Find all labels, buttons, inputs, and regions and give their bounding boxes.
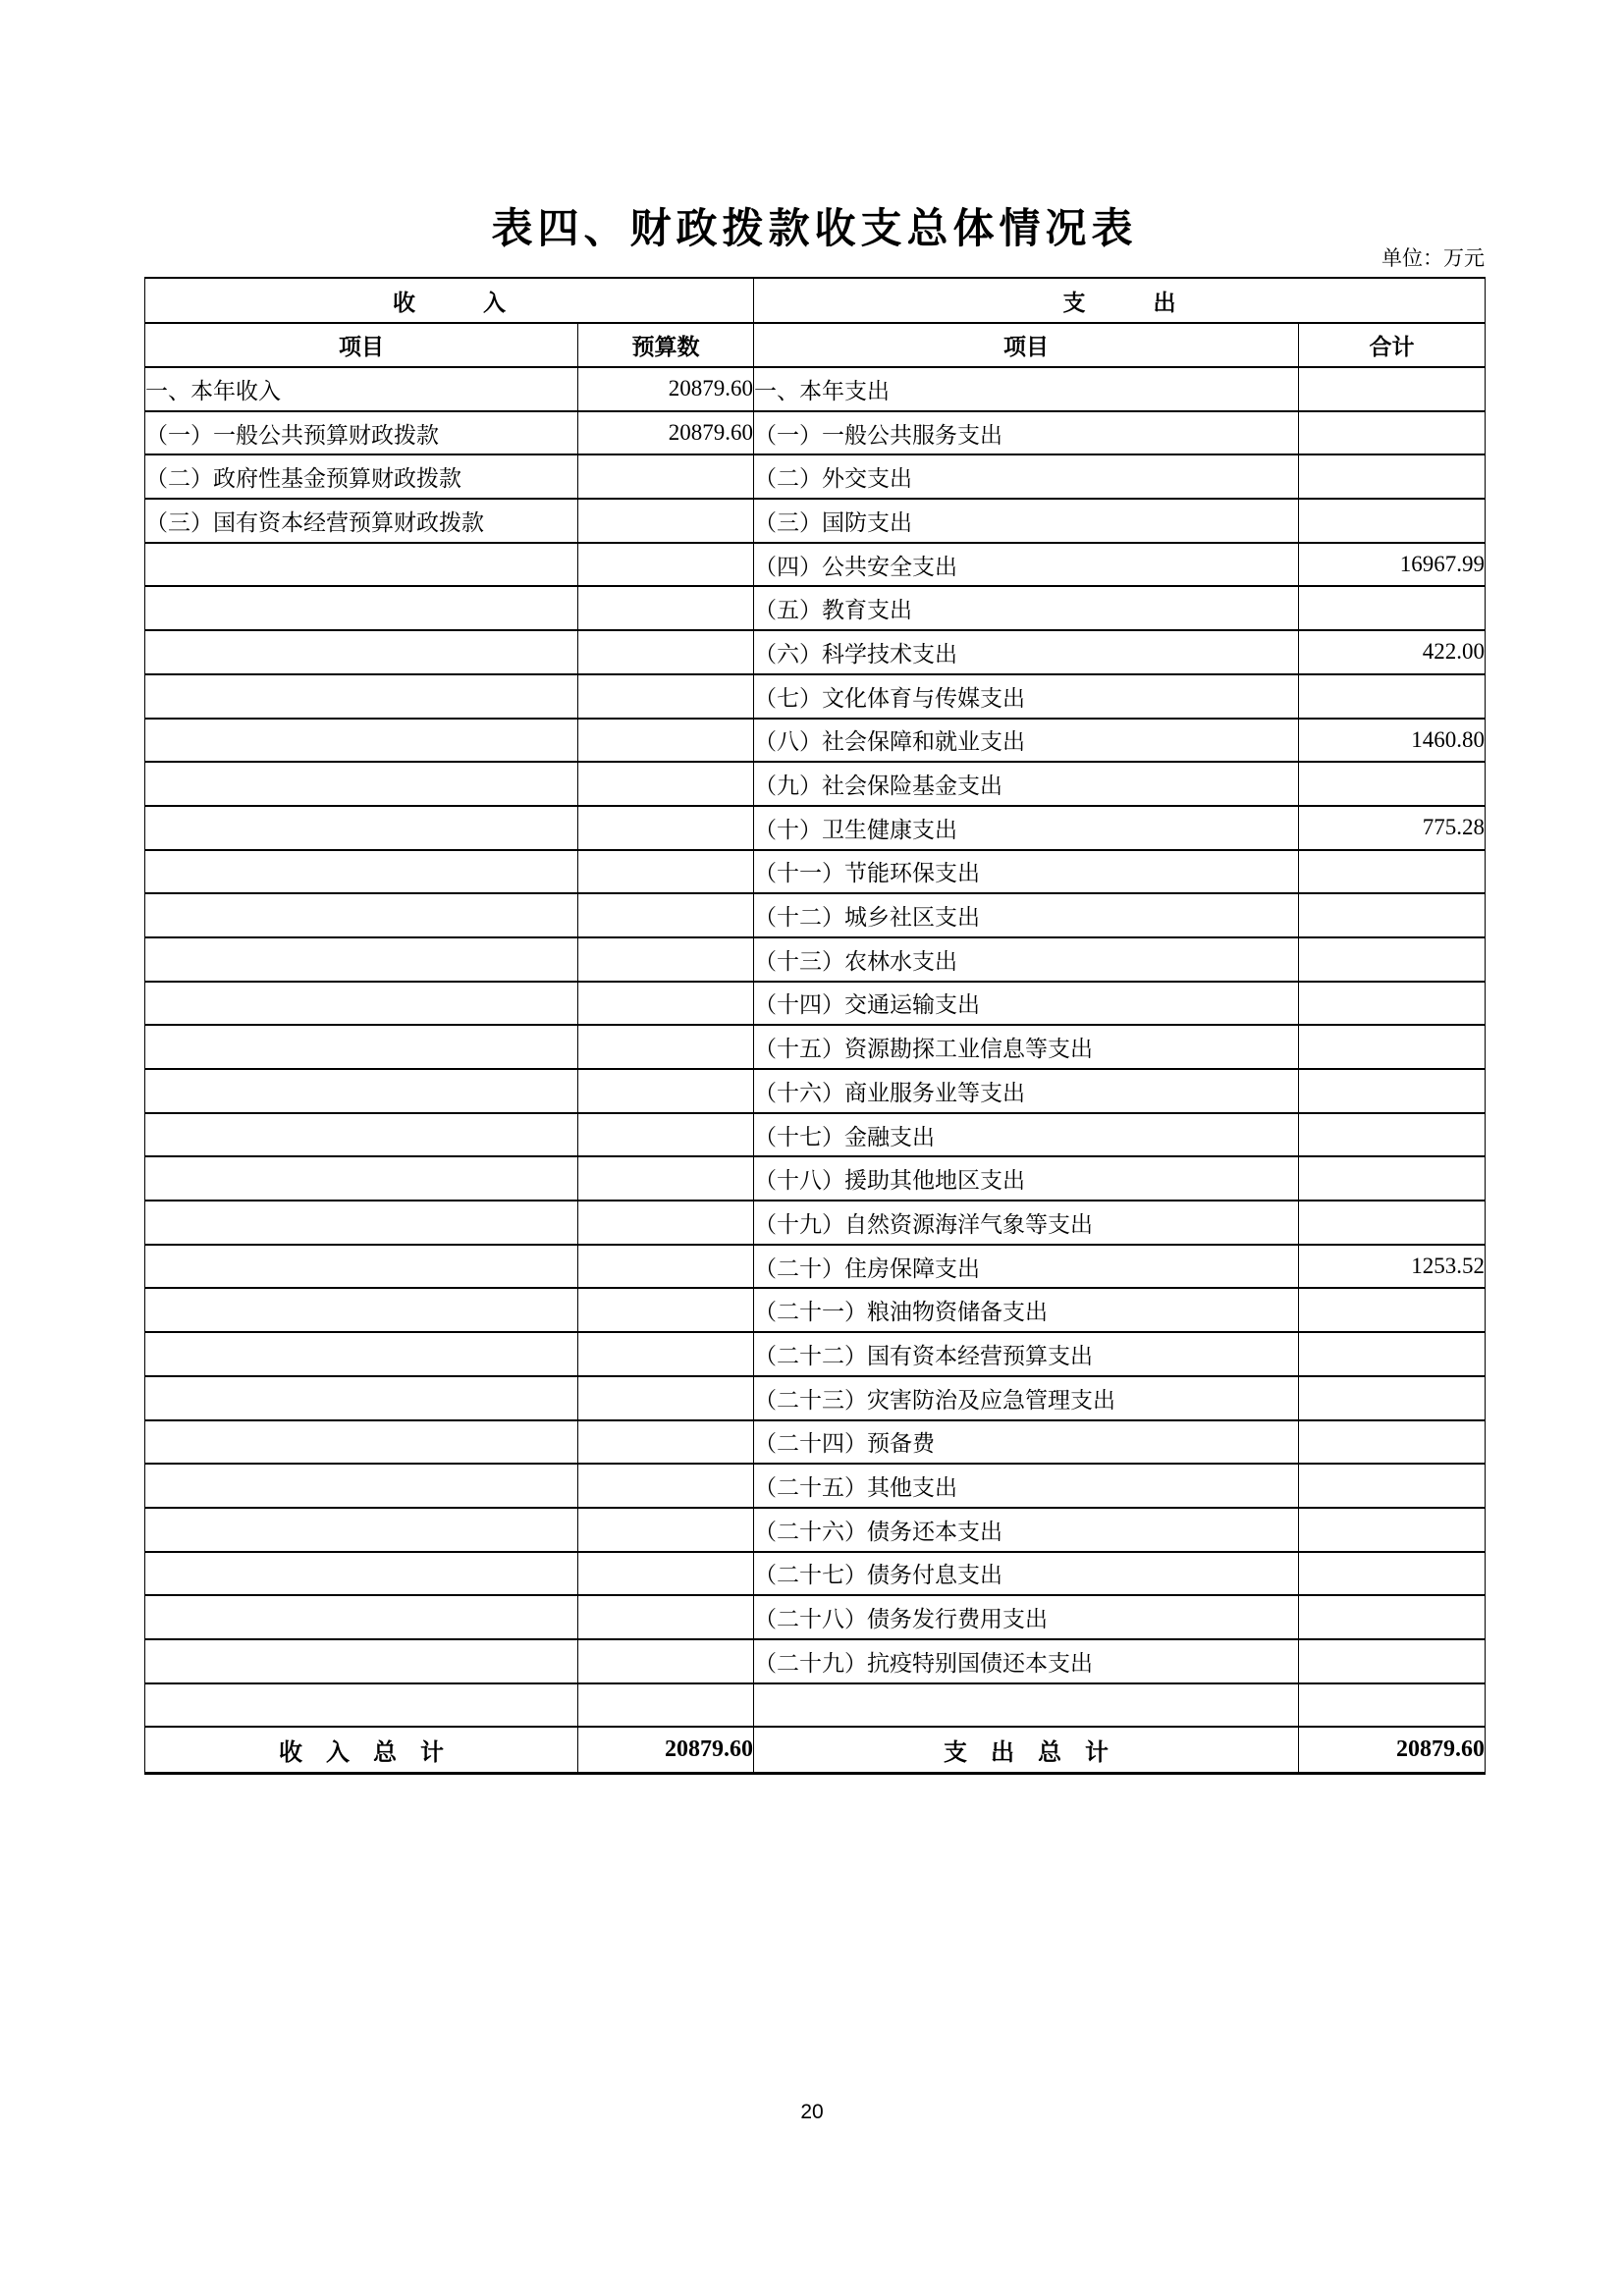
expenditure-item-cell: （二十三）灾害防治及应急管理支出 [754, 1376, 1299, 1420]
revenue-budget-cell [578, 543, 754, 587]
expenditure-total-cell [1299, 454, 1486, 499]
expenditure-item-cell: （二十四）预备费 [754, 1420, 1299, 1465]
revenue-section-header: 收 入 [145, 278, 754, 323]
revenue-budget-cell [578, 1639, 754, 1683]
table-row [145, 1376, 1486, 1420]
table-row [145, 1288, 1486, 1332]
revenue-budget-cell [578, 1069, 754, 1113]
table-row [145, 762, 1486, 806]
budget-column-header: 预算数 [578, 323, 754, 367]
revenue-budget-cell [578, 1201, 754, 1245]
table-row [145, 630, 1486, 674]
revenue-item-cell [145, 762, 578, 806]
expenditure-total-cell [1299, 1683, 1486, 1728]
expenditure-item-cell: 一、本年支出 [754, 367, 1299, 411]
revenue-budget-cell [578, 937, 754, 982]
table-row [145, 543, 1486, 587]
revenue-budget-cell: 20879.60 [578, 367, 754, 411]
expenditure-item-cell: （二十一）粮油物资储备支出 [754, 1288, 1299, 1332]
expenditure-total-cell [1299, 1464, 1486, 1508]
revenue-item-cell [145, 1288, 578, 1332]
revenue-item-cell [145, 1156, 578, 1201]
table-row [145, 1464, 1486, 1508]
revenue-item-cell [145, 937, 578, 982]
revenue-item-cell [145, 982, 578, 1026]
revenue-budget-cell [578, 1683, 754, 1728]
revenue-budget-cell [578, 1508, 754, 1552]
revenue-budget-cell [578, 1288, 754, 1332]
revenue-item-cell [145, 1464, 578, 1508]
revenue-budget-cell [578, 674, 754, 719]
table-row [145, 982, 1486, 1026]
table-row [145, 411, 1486, 455]
section-header-row [145, 278, 1486, 323]
revenue-budget-cell [578, 1464, 754, 1508]
expenditure-item-cell: （二十）住房保障支出 [754, 1245, 1299, 1289]
revenue-budget-cell [578, 1113, 754, 1157]
expenditure-total-cell [1299, 1552, 1486, 1596]
revenue-item-cell [145, 586, 578, 630]
revenue-budget-cell [578, 982, 754, 1026]
table-body [145, 278, 1486, 1774]
expenditure-item-cell: （二十九）抗疫特别国债还本支出 [754, 1639, 1299, 1683]
expenditure-item-cell: （三）国防支出 [754, 499, 1299, 543]
revenue-budget-cell [578, 1025, 754, 1069]
expenditure-total-cell [1299, 1639, 1486, 1683]
revenue-item-cell [145, 719, 578, 763]
table-row [145, 1025, 1486, 1069]
table-row [145, 1508, 1486, 1552]
expenditure-total-cell [1299, 367, 1486, 411]
expenditure-total-cell [1299, 1025, 1486, 1069]
page-number: 20 [800, 2101, 824, 2123]
expenditure-item-cell: （十五）资源勘探工业信息等支出 [754, 1025, 1299, 1069]
revenue-item-cell [145, 1113, 578, 1157]
revenue-item-column-header: 项目 [145, 323, 578, 367]
expenditure-total-cell: 422.00 [1299, 630, 1486, 674]
expenditure-total-cell [1299, 674, 1486, 719]
revenue-item-cell [145, 1245, 578, 1289]
revenue-budget-cell [578, 1376, 754, 1420]
revenue-total-value: 20879.60 [578, 1727, 754, 1774]
revenue-item-cell [145, 1025, 578, 1069]
expenditure-total-cell: 1253.52 [1299, 1245, 1486, 1289]
expenditure-item-cell: （十七）金融支出 [754, 1113, 1299, 1157]
expenditure-total-cell [1299, 1508, 1486, 1552]
revenue-item-cell [145, 1595, 578, 1639]
revenue-item-cell [145, 630, 578, 674]
revenue-budget-cell [578, 1552, 754, 1596]
table-row [145, 586, 1486, 630]
expenditure-item-cell: （九）社会保险基金支出 [754, 762, 1299, 806]
grand-total-row [145, 1727, 1486, 1774]
revenue-budget-cell [578, 1332, 754, 1376]
expenditure-total-cell [1299, 1595, 1486, 1639]
table-row [145, 1069, 1486, 1113]
revenue-item-cell [145, 893, 578, 937]
expenditure-total-cell [1299, 1069, 1486, 1113]
expenditure-total-cell [1299, 1113, 1486, 1157]
expenditure-total-cell [1299, 1156, 1486, 1201]
table-row [145, 1245, 1486, 1289]
table-row [145, 674, 1486, 719]
table-row [145, 1639, 1486, 1683]
revenue-budget-cell [578, 586, 754, 630]
expenditure-item-cell: （十四）交通运输支出 [754, 982, 1299, 1026]
expenditure-total-cell: 16967.99 [1299, 543, 1486, 587]
revenue-budget-cell [578, 1420, 754, 1465]
table-row [145, 937, 1486, 982]
expenditure-item-cell: （二十八）债务发行费用支出 [754, 1595, 1299, 1639]
table-row [145, 1113, 1486, 1157]
expenditure-item-cell: （二十六）债务还本支出 [754, 1508, 1299, 1552]
table-row [145, 367, 1486, 411]
table-row [145, 1420, 1486, 1465]
expenditure-item-column-header: 项目 [754, 323, 1299, 367]
expenditure-item-cell: （二十五）其他支出 [754, 1464, 1299, 1508]
column-header-row [145, 323, 1486, 367]
revenue-item-cell [145, 1552, 578, 1596]
expenditure-item-cell [754, 1683, 1299, 1728]
expenditure-item-cell: （六）科学技术支出 [754, 630, 1299, 674]
expenditure-total-value: 20879.60 [1299, 1727, 1486, 1774]
revenue-item-cell [145, 674, 578, 719]
budget-table [144, 277, 1486, 1775]
expenditure-item-cell: （四）公共安全支出 [754, 543, 1299, 587]
revenue-item-cell: （一）一般公共预算财政拨款 [145, 411, 578, 455]
expenditure-total-cell [1299, 1332, 1486, 1376]
revenue-item-cell [145, 806, 578, 850]
expenditure-item-cell: （五）教育支出 [754, 586, 1299, 630]
expenditure-item-cell: （二十二）国有资本经营预算支出 [754, 1332, 1299, 1376]
expenditure-total-cell [1299, 937, 1486, 982]
table-row [145, 499, 1486, 543]
revenue-item-cell [145, 1332, 578, 1376]
revenue-budget-cell [578, 454, 754, 499]
revenue-budget-cell [578, 719, 754, 763]
revenue-item-cell [145, 1376, 578, 1420]
revenue-item-cell [145, 850, 578, 894]
table-row [145, 850, 1486, 894]
revenue-item-cell: （二）政府性基金预算财政拨款 [145, 454, 578, 499]
expenditure-total-cell [1299, 499, 1486, 543]
expenditure-item-cell: （十三）农林水支出 [754, 937, 1299, 982]
expenditure-section-header: 支 出 [754, 278, 1486, 323]
expenditure-item-cell: （十六）商业服务业等支出 [754, 1069, 1299, 1113]
expenditure-item-cell: （一）一般公共服务支出 [754, 411, 1299, 455]
revenue-item-cell [145, 1069, 578, 1113]
expenditure-total-cell [1299, 762, 1486, 806]
expenditure-item-cell: （二）外交支出 [754, 454, 1299, 499]
expenditure-item-cell: （八）社会保障和就业支出 [754, 719, 1299, 763]
revenue-budget-cell [578, 850, 754, 894]
table-row [145, 1156, 1486, 1201]
expenditure-item-cell: （十）卫生健康支出 [754, 806, 1299, 850]
table-row [145, 1552, 1486, 1596]
expenditure-total-cell [1299, 1376, 1486, 1420]
table-row [145, 1201, 1486, 1245]
expenditure-total-cell: 775.28 [1299, 806, 1486, 850]
table-row [145, 719, 1486, 763]
expenditure-total-cell [1299, 850, 1486, 894]
table-row [145, 893, 1486, 937]
unit-label: 单位：万元 [1381, 246, 1485, 270]
revenue-item-cell [145, 1639, 578, 1683]
expenditure-item-cell: （十一）节能环保支出 [754, 850, 1299, 894]
table-row [145, 454, 1486, 499]
revenue-budget-cell [578, 1156, 754, 1201]
revenue-item-cell [145, 1420, 578, 1465]
table-row [145, 806, 1486, 850]
expenditure-item-cell: （十八）援助其他地区支出 [754, 1156, 1299, 1201]
expenditure-total-cell [1299, 411, 1486, 455]
expenditure-total-cell: 1460.80 [1299, 719, 1486, 763]
revenue-total-label: 收 入 总 计 [145, 1727, 578, 1774]
revenue-item-cell: 一、本年收入 [145, 367, 578, 411]
expenditure-total-cell [1299, 1288, 1486, 1332]
revenue-item-cell [145, 1508, 578, 1552]
revenue-budget-cell: 20879.60 [578, 411, 754, 455]
table-row [145, 1595, 1486, 1639]
expenditure-total-cell [1299, 1420, 1486, 1465]
expenditure-item-cell: （七）文化体育与传媒支出 [754, 674, 1299, 719]
revenue-item-cell [145, 543, 578, 587]
revenue-budget-cell [578, 630, 754, 674]
expenditure-total-label: 支 出 总 计 [754, 1727, 1299, 1774]
expenditure-item-cell: （二十七）债务付息支出 [754, 1552, 1299, 1596]
expenditure-total-cell [1299, 893, 1486, 937]
revenue-item-cell [145, 1201, 578, 1245]
total-column-header: 合计 [1299, 323, 1486, 367]
revenue-item-cell: （三）国有资本经营预算财政拨款 [145, 499, 578, 543]
revenue-budget-cell [578, 499, 754, 543]
revenue-budget-cell [578, 893, 754, 937]
table-row [145, 1332, 1486, 1376]
expenditure-total-cell [1299, 1201, 1486, 1245]
expenditure-total-cell [1299, 982, 1486, 1026]
revenue-budget-cell [578, 1245, 754, 1289]
revenue-item-cell [145, 1683, 578, 1728]
revenue-budget-cell [578, 806, 754, 850]
revenue-budget-cell [578, 762, 754, 806]
expenditure-total-cell [1299, 586, 1486, 630]
revenue-budget-cell [578, 1595, 754, 1639]
expenditure-item-cell: （十二）城乡社区支出 [754, 893, 1299, 937]
expenditure-item-cell: （十九）自然资源海洋气象等支出 [754, 1201, 1299, 1245]
table-row [145, 1683, 1486, 1728]
page-title: 表四、财政拨款收支总体情况表 [491, 207, 1138, 252]
